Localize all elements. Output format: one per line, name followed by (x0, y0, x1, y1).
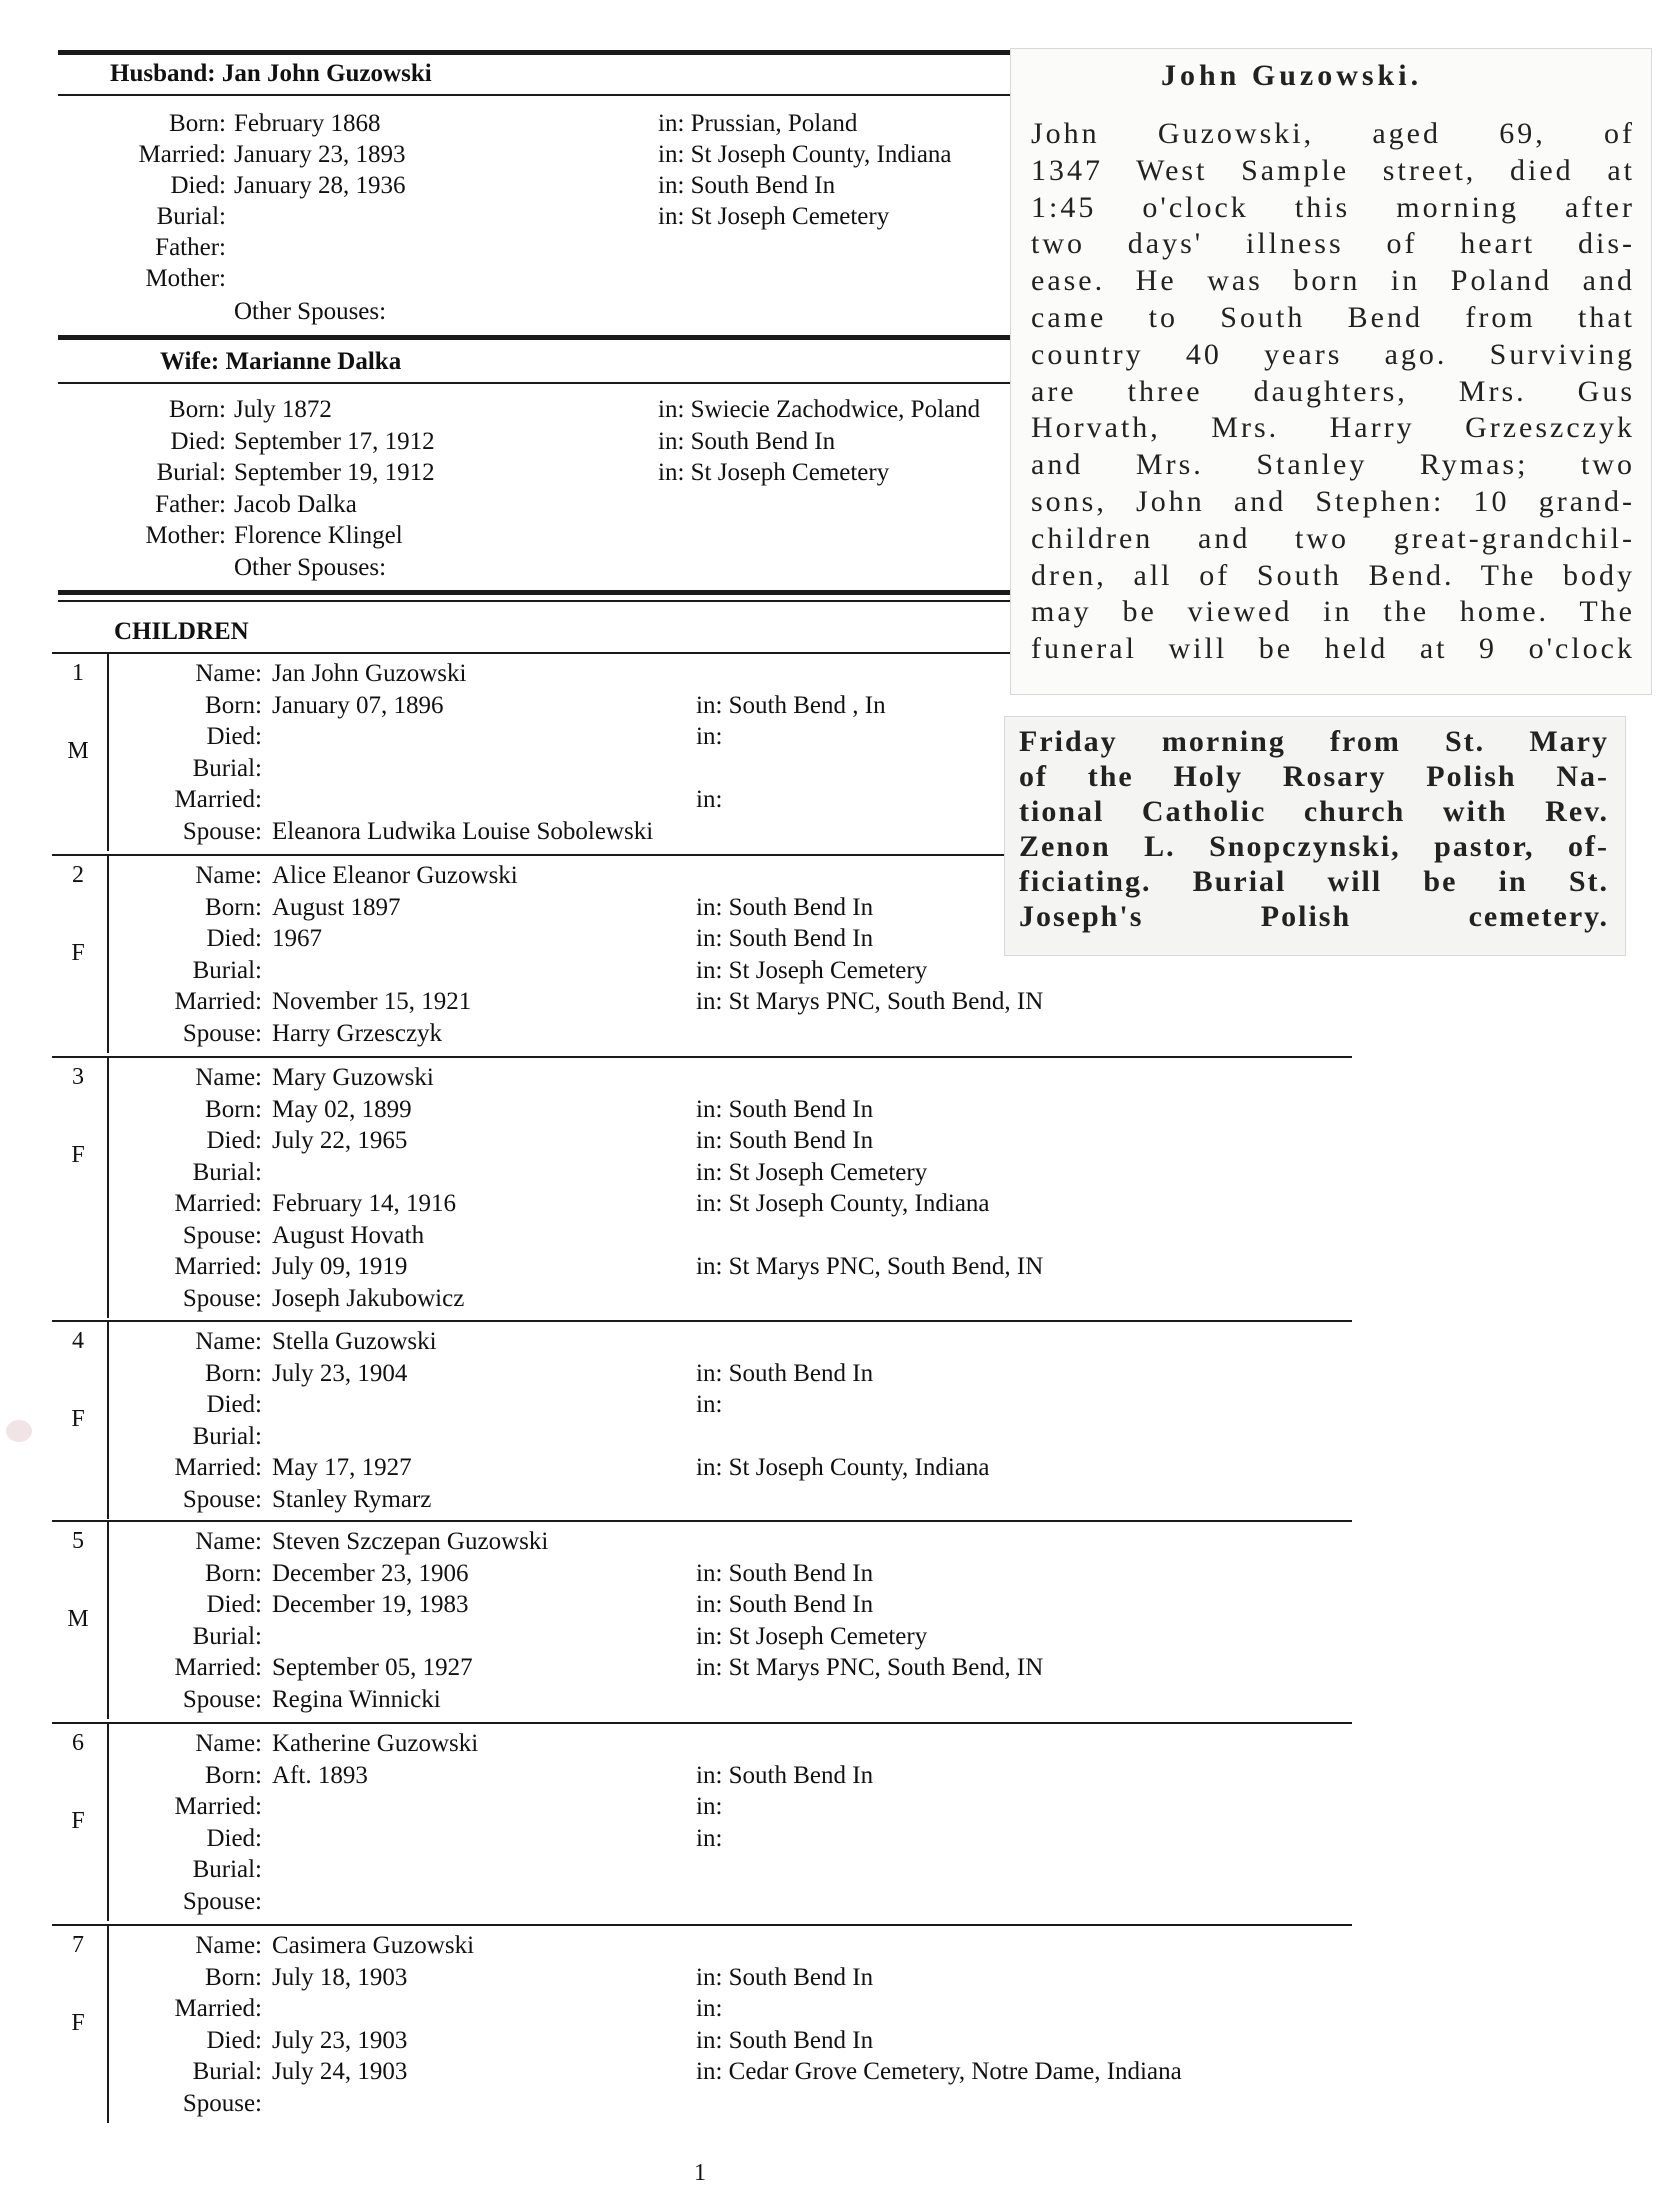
child-row-label: Spouse: (182, 2089, 262, 2117)
husband-row-label: Born: (169, 110, 226, 137)
child-separator (52, 1520, 1352, 1522)
child-row-label: Married: (174, 1793, 262, 1820)
child-row-place: in: St Marys PNC, South Bend, IN (696, 988, 1044, 1015)
wife-row-label: Died: (170, 427, 226, 455)
husband-row-label: Married: (138, 141, 226, 168)
child-row-label: Married: (174, 1995, 262, 2022)
child-row-label: Died: (206, 2026, 262, 2054)
child-row-place: in: St Joseph Cemetery (696, 1158, 928, 1186)
section-rule (58, 590, 1028, 595)
obituary-continuation-line: tional Catholic church with Rev. (1019, 795, 1609, 828)
child-row-label: Married: (174, 988, 262, 1015)
child-row-value: December 23, 1906 (272, 1559, 469, 1587)
husband-row-value: January 28, 1936 (234, 172, 406, 199)
obituary-clipping (1010, 48, 1652, 695)
obituary-line: John Guzowski, aged 69, of (1031, 117, 1635, 150)
husband-row-place: in: St Joseph County, Indiana (658, 141, 952, 168)
child-row-place: in: Cedar Grove Cemetery, Notre Dame, Indiana (696, 2058, 1182, 2085)
section-rule (58, 600, 1028, 602)
child-row-place: in: South Bend In (696, 893, 874, 921)
child-sex: M (67, 1606, 89, 1632)
wife-row-place: in: Swiecie Zachodwice, Poland (658, 396, 981, 423)
husband-row-value: February 1868 (234, 110, 381, 137)
child-row-value: Steven Szczepan Guzowski (272, 1528, 549, 1555)
child-row-value: May 02, 1899 (272, 1095, 412, 1123)
page-number: 1 (694, 2160, 706, 2186)
child-row-place: in: South Bend In (696, 1359, 874, 1387)
husband-header-label: Husband: (110, 60, 216, 87)
child-sex: F (71, 1142, 85, 1168)
obituary-continuation-line: of the Holy Rosary Polish Na- (1019, 760, 1609, 793)
section-rule (58, 50, 1028, 55)
child-number: 7 (72, 1932, 84, 1958)
child-row-place: in: South Bend In (696, 1095, 874, 1123)
obituary-line: may be viewed in the home. The (1031, 595, 1635, 629)
child-separator (52, 1722, 1352, 1724)
obituary-title: John Guzowski. (1161, 59, 1423, 92)
child-row-label: Died: (206, 1824, 262, 1852)
child-row-label: Born: (205, 1559, 262, 1587)
child-row-label: Born: (205, 1761, 262, 1789)
child-row-place: in: St Joseph Cemetery (696, 956, 928, 984)
child-row-value: December 19, 1983 (272, 1591, 469, 1618)
section-rule (58, 382, 1028, 384)
wife-row-label: Born: (169, 396, 226, 423)
child-row-value: Alice Eleanor Guzowski (272, 862, 518, 889)
child-row-value: Eleanora Ludwika Louise Sobolewski (272, 817, 654, 845)
child-row-value: Casimera Guzowski (272, 1932, 475, 1959)
wife-row-label: Mother: (145, 522, 226, 549)
child-row-place: in: (696, 1824, 723, 1852)
child-number: 5 (72, 1528, 84, 1554)
child-row-label: Name: (195, 1064, 262, 1091)
child-row-value: July 23, 1903 (272, 2026, 408, 2054)
obituary-line: and Mrs. Stanley Rymas; two (1031, 448, 1635, 482)
child-row-label: Born: (205, 1095, 262, 1123)
wife-name: Marianne Dalka (225, 348, 402, 375)
children-header: CHILDREN (114, 618, 249, 645)
child-row-place: in: South Bend , In (696, 691, 886, 719)
child-row-label: Died: (206, 1591, 262, 1618)
child-row-value: Stanley Rymarz (272, 1485, 432, 1513)
obituary-continuation-line: Friday morning from St. Mary (1019, 725, 1609, 758)
wife-header (160, 348, 401, 376)
wife-row-value: Florence Klingel (234, 522, 403, 549)
child-row-value: July 18, 1903 (272, 1963, 408, 1991)
child-row-label: Born: (205, 1359, 262, 1387)
child-number: 1 (72, 660, 84, 686)
obituary-line: dren, all of South Bend. The body (1031, 558, 1635, 592)
section-rule (58, 335, 1028, 340)
child-row-value: September 05, 1927 (272, 1654, 473, 1681)
wife-row-value: Jacob Dalka (234, 490, 357, 518)
child-row-place: in: South Bend In (696, 1591, 874, 1618)
wife-row-value: July 1872 (234, 396, 332, 423)
child-row-label: Name: (195, 1932, 262, 1959)
husband-name: Jan John Guzowski (221, 60, 432, 87)
wife-row-label: Burial: (156, 459, 226, 486)
child-row-place: in: St Joseph County, Indiana (696, 1190, 990, 1217)
child-row-place: in: St Marys PNC, South Bend, IN (696, 1253, 1044, 1280)
obituary-line: two days' illness of heart dis- (1031, 227, 1635, 261)
obituary-continuation-line: Joseph's Polish cemetery. (1019, 900, 1609, 933)
child-row-label: Burial: (192, 754, 262, 782)
obituary-line: 1347 West Sample street, died at (1031, 153, 1635, 187)
child-row-value: August Hovath (272, 1221, 425, 1249)
child-row-place: in: St Marys PNC, South Bend, IN (696, 1654, 1044, 1681)
child-row-place: in: St Joseph Cemetery (696, 1622, 928, 1650)
child-row-place: in: South Bend In (696, 1127, 874, 1154)
husband-row-label: Died: (170, 172, 226, 199)
child-row-place: in: (696, 723, 723, 750)
wife-row-value: September 19, 1912 (234, 459, 435, 486)
child-row-label: Died: (206, 1127, 262, 1154)
child-row-value: January 07, 1896 (272, 691, 444, 719)
child-row-place: in: South Bend In (696, 1559, 874, 1587)
husband-row-value: January 23, 1893 (234, 141, 406, 168)
husband-row-place: in: Prussian, Poland (658, 110, 858, 137)
wife-row-place: in: St Joseph Cemetery (658, 459, 890, 486)
wife-header-label: Wife: (160, 348, 220, 375)
child-row-label: Married: (174, 1253, 262, 1280)
child-row-value: Harry Grzesczyk (272, 1019, 443, 1047)
child-row-label: Spouse: (182, 817, 262, 845)
wife-row-place: in: South Bend In (658, 427, 836, 455)
child-separator (52, 1320, 1352, 1322)
obituary-line: funeral will be held at 9 o'clock (1031, 632, 1635, 666)
child-row-value: May 17, 1927 (272, 1454, 412, 1481)
obituary-continuation (1004, 716, 1626, 956)
husband-row-place: in: South Bend In (658, 172, 836, 199)
child-row-label: Married: (174, 1190, 262, 1217)
obituary-line: 1:45 o'clock this morning after (1031, 190, 1635, 224)
child-row-value: August 1897 (272, 893, 401, 921)
obituary-line: children and two great-grandchil- (1031, 521, 1635, 555)
child-row-place: in: South Bend In (696, 1963, 874, 1991)
child-number: 4 (72, 1328, 84, 1354)
wife-row-label: Father: (155, 490, 226, 518)
child-sex: F (71, 1808, 85, 1834)
scan-speck (6, 1420, 32, 1442)
child-row-label: Married: (174, 1654, 262, 1681)
child-row-label: Burial: (192, 1856, 262, 1883)
child-row-label: Spouse: (182, 1221, 262, 1249)
child-row-label: Married: (174, 786, 262, 813)
child-row-label: Burial: (192, 2058, 262, 2085)
child-row-label: Name: (195, 1328, 262, 1355)
child-separator (52, 1924, 1352, 1926)
child-sex: F (71, 1406, 85, 1432)
child-row-label: Name: (195, 862, 262, 889)
obituary-line: Horvath, Mrs. Harry Grzeszczyk (1031, 411, 1635, 445)
child-row-place: in: St Joseph County, Indiana (696, 1454, 990, 1481)
obituary-line: sons, John and Stephen: 10 grand- (1031, 485, 1635, 518)
child-row-label: Spouse: (182, 1019, 262, 1047)
child-row-label: Spouse: (182, 1887, 262, 1915)
child-row-value: July 09, 1919 (272, 1253, 408, 1280)
child-row-value: Joseph Jakubowicz (272, 1284, 465, 1312)
child-row-label: Burial: (192, 1622, 262, 1650)
child-row-label: Burial: (192, 1158, 262, 1186)
husband-row-label: Mother: (145, 265, 226, 292)
child-row-label: Burial: (192, 956, 262, 984)
child-row-label: Spouse: (182, 1685, 262, 1713)
husband-other-spouses: Other Spouses: (234, 298, 387, 325)
child-row-value: Mary Guzowski (272, 1064, 434, 1091)
child-row-place: in: (696, 1995, 723, 2022)
child-row-label: Name: (195, 1730, 262, 1757)
husband-row-label: Burial: (156, 203, 226, 230)
child-row-place: in: (696, 1391, 723, 1418)
obituary-continuation-line: ficiating. Burial will be in St. (1019, 865, 1609, 898)
child-row-label: Died: (206, 1391, 262, 1418)
husband-header (110, 60, 432, 88)
child-row-label: Spouse: (182, 1485, 262, 1513)
child-row-place: in: South Bend In (696, 1761, 874, 1789)
child-row-value: Aft. 1893 (272, 1761, 368, 1789)
obituary-line: came to South Bend from that (1031, 301, 1635, 334)
wife-row-value: September 17, 1912 (234, 427, 435, 455)
child-number: 2 (72, 862, 84, 888)
child-row-value: Stella Guzowski (272, 1328, 437, 1355)
child-row-label: Name: (195, 1528, 262, 1555)
child-row-value: November 15, 1921 (272, 988, 472, 1015)
child-row-value: 1967 (272, 925, 322, 952)
child-row-place: in: South Bend In (696, 2026, 874, 2054)
husband-row-label: Father: (155, 234, 226, 261)
child-row-value: Jan John Guzowski (272, 660, 467, 687)
child-row-label: Born: (205, 893, 262, 921)
child-row-value: July 23, 1904 (272, 1359, 408, 1387)
child-row-value: February 14, 1916 (272, 1190, 456, 1217)
child-row-label: Died: (206, 925, 262, 952)
child-row-label: Born: (205, 1963, 262, 1991)
husband-row-place: in: St Joseph Cemetery (658, 203, 890, 230)
child-row-place: in: South Bend In (696, 925, 874, 952)
child-row-value: Regina Winnicki (272, 1685, 441, 1713)
obituary-line: country 40 years ago. Surviving (1031, 337, 1635, 371)
wife-other-spouses: Other Spouses: (234, 554, 387, 581)
obituary-line: ease. He was born in Poland and (1031, 264, 1635, 298)
child-number: 6 (72, 1730, 84, 1756)
child-number: 3 (72, 1064, 84, 1090)
child-row-label: Spouse: (182, 1284, 262, 1312)
child-row-place: in: (696, 786, 723, 813)
child-row-label: Name: (195, 660, 262, 687)
child-row-place: in: (696, 1793, 723, 1820)
obituary-line: are three daughters, Mrs. Gus (1031, 374, 1635, 408)
section-rule (58, 94, 1028, 96)
child-row-label: Married: (174, 1454, 262, 1481)
obituary-continuation-line: Zenon L. Snopczynski, pastor, of- (1019, 830, 1609, 863)
child-sex: F (71, 940, 85, 966)
child-sex: F (71, 2010, 85, 2036)
child-row-value: Katherine Guzowski (272, 1730, 479, 1757)
child-row-value: July 22, 1965 (272, 1127, 408, 1154)
child-separator (52, 1056, 1352, 1058)
child-row-value: July 24, 1903 (272, 2058, 408, 2085)
child-row-label: Born: (205, 691, 262, 719)
child-sex: M (67, 738, 89, 764)
child-row-label: Died: (206, 723, 262, 750)
child-row-label: Burial: (192, 1422, 262, 1450)
